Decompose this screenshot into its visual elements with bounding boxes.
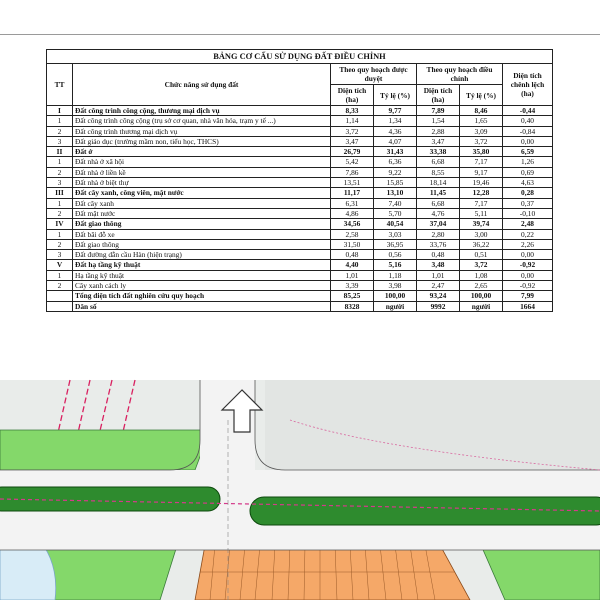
col-header-adjusted-area: Diện tích (ha) [417, 85, 460, 106]
row-adjusted-area: 33,38 [417, 147, 460, 157]
population-approved: 8328 [331, 301, 374, 311]
median-right [250, 497, 600, 525]
population-adjusted-unit: người [460, 301, 503, 311]
row-adjusted-area: 11,45 [417, 188, 460, 198]
row-tt: V [47, 260, 73, 270]
row-function-name: Đất đường dẫn cầu Hàn (hiện trạng) [73, 250, 331, 260]
row-diff: 1,26 [503, 157, 553, 167]
row-tt: 2 [47, 208, 73, 218]
median-left [0, 487, 220, 511]
row-adjusted-area: 6,68 [417, 198, 460, 208]
row-adjusted-ratio: 19,46 [460, 178, 503, 188]
col-header-approved: Theo quy hoạch được duyệt [331, 64, 417, 85]
row-approved-area: 5,42 [331, 157, 374, 167]
col-header-approved-area: Diện tích (ha) [331, 85, 374, 106]
row-diff: -0,92 [503, 260, 553, 270]
row-adjusted-area: 6,68 [417, 157, 460, 167]
row-function-name: Đất nhà ở biệt thự [73, 178, 331, 188]
row-approved-ratio: 5,16 [374, 260, 417, 270]
table-row [47, 167, 553, 177]
table-row [47, 157, 553, 167]
row-adjusted-ratio: 2,65 [460, 281, 503, 291]
table-row-group [47, 219, 553, 229]
table-row-group [47, 106, 553, 116]
land-right-top [265, 380, 600, 470]
row-adjusted-ratio: 35,80 [460, 147, 503, 157]
total-adjusted-ratio: 100,00 [460, 291, 503, 301]
row-function-name: Đất giáo dục (trường mầm non, tiểu học, THCS) [73, 136, 331, 146]
row-tt: 3 [47, 136, 73, 146]
row-approved-ratio: 3,98 [374, 281, 417, 291]
col-header-diff: Diện tích chênh lệch (ha) [503, 64, 553, 106]
row-adjusted-ratio: 5,11 [460, 208, 503, 218]
row-adjusted-area: 8,55 [417, 167, 460, 177]
row-function-name: Đất cây xanh [73, 198, 331, 208]
row-adjusted-area: 2,88 [417, 126, 460, 136]
row-adjusted-area: 18,14 [417, 178, 460, 188]
row-tt: II [47, 147, 73, 157]
row-adjusted-ratio: 12,28 [460, 188, 503, 198]
row-tt: 2 [47, 167, 73, 177]
row-approved-ratio: 31,43 [374, 147, 417, 157]
row-approved-area: 2,58 [331, 229, 374, 239]
table-row [47, 178, 553, 188]
table-row-group [47, 188, 553, 198]
row-diff: 0,00 [503, 250, 553, 260]
row-diff: -0,84 [503, 126, 553, 136]
row-adjusted-ratio: 39,74 [460, 219, 503, 229]
table-row [47, 198, 553, 208]
row-adjusted-ratio: 0,51 [460, 250, 503, 260]
row-adjusted-ratio: 7,17 [460, 198, 503, 208]
total-adjusted-area: 93,24 [417, 291, 460, 301]
row-function-name: Đất nhà ở xã hội [73, 157, 331, 167]
row-adjusted-area: 3,48 [417, 260, 460, 270]
row-adjusted-ratio: 7,17 [460, 157, 503, 167]
row-tt: 3 [47, 250, 73, 260]
row-approved-area: 8,33 [331, 106, 374, 116]
row-adjusted-ratio: 1,65 [460, 116, 503, 126]
row-approved-ratio: 3,03 [374, 229, 417, 239]
row-approved-area: 4,40 [331, 260, 374, 270]
row-function-name: Đất cây xanh, công viên, mặt nước [73, 188, 331, 198]
row-function-name: Hạ tầng kỹ thuật [73, 270, 331, 280]
row-approved-ratio: 36,95 [374, 239, 417, 249]
total-label: Tổng diện tích đất nghiên cứu quy hoạch [73, 291, 331, 301]
row-adjusted-area: 3,47 [417, 136, 460, 146]
row-function-name: Đất mặt nước [73, 208, 331, 218]
row-approved-area: 7,86 [331, 167, 374, 177]
row-tt: 2 [47, 281, 73, 291]
row-function-name: Đất công trình công cộng (trụ sở cơ quan, nhà văn hóa, trạm y tế ...) [73, 116, 331, 126]
row-adjusted-ratio: 3,09 [460, 126, 503, 136]
col-header-tt: TT [47, 64, 73, 106]
row-diff: -0,10 [503, 208, 553, 218]
table-row [47, 126, 553, 136]
row-adjusted-area: 1,54 [417, 116, 460, 126]
row-tt: 1 [47, 157, 73, 167]
row-diff: 0,69 [503, 167, 553, 177]
row-approved-ratio: 15,85 [374, 178, 417, 188]
row-tt: 2 [47, 126, 73, 136]
table-row [47, 239, 553, 249]
row-approved-ratio: 40,54 [374, 219, 417, 229]
table-body [47, 106, 553, 291]
row-tt: III [47, 188, 73, 198]
row-approved-area: 26,79 [331, 147, 374, 157]
row-approved-area: 4,86 [331, 208, 374, 218]
row-function-name: Đất công trình công cộng, thương mại dịch vụ [73, 106, 331, 116]
row-adjusted-ratio: 8,46 [460, 106, 503, 116]
row-approved-ratio: 9,22 [374, 167, 417, 177]
row-diff: 0,22 [503, 229, 553, 239]
row-approved-area: 3,72 [331, 126, 374, 136]
row-approved-ratio: 13,10 [374, 188, 417, 198]
row-approved-area: 34,56 [331, 219, 374, 229]
table-row-group [47, 260, 553, 270]
table-row-group [47, 147, 553, 157]
row-tt: 1 [47, 229, 73, 239]
land-use-table [46, 49, 553, 312]
row-diff: 0,00 [503, 136, 553, 146]
row-adjusted-area: 2,47 [417, 281, 460, 291]
col-header-function: Chức năng sử dụng đất [73, 64, 331, 106]
land-use-table-sheet [46, 49, 552, 312]
row-approved-ratio: 7,40 [374, 198, 417, 208]
row-diff: 0,37 [503, 198, 553, 208]
row-tt: I [47, 106, 73, 116]
table-row [47, 116, 553, 126]
total-diff: 7,99 [503, 291, 553, 301]
table-row [47, 270, 553, 280]
col-header-approved-ratio: Tỷ lệ (%) [374, 85, 417, 106]
table-row-total [47, 291, 553, 301]
row-approved-ratio: 9,77 [374, 106, 417, 116]
row-approved-ratio: 5,70 [374, 208, 417, 218]
table-row [47, 250, 553, 260]
row-adjusted-ratio: 1,08 [460, 270, 503, 280]
row-approved-area: 13,51 [331, 178, 374, 188]
row-function-name: Đất giao thông [73, 239, 331, 249]
row-diff: 2,26 [503, 239, 553, 249]
table-row-population [47, 301, 553, 311]
population-label: Dân số [73, 301, 331, 311]
col-header-adjusted-ratio: Tỷ lệ (%) [460, 85, 503, 106]
row-function-name: Đất nhà ở liền kề [73, 167, 331, 177]
population-diff: 1664 [503, 301, 553, 311]
row-adjusted-area: 4,76 [417, 208, 460, 218]
row-approved-area: 6,31 [331, 198, 374, 208]
row-function-name: Đất giao thông [73, 219, 331, 229]
table-row [47, 281, 553, 291]
row-diff: 0,00 [503, 270, 553, 280]
row-approved-area: 1,01 [331, 270, 374, 280]
row-function-name: Cây xanh cách ly [73, 281, 331, 291]
row-approved-ratio: 6,36 [374, 157, 417, 167]
row-diff: -0,92 [503, 281, 553, 291]
row-adjusted-ratio: 36,22 [460, 239, 503, 249]
row-function-name: Đất công trình thương mại dịch vụ [73, 126, 331, 136]
row-diff: 0,28 [503, 188, 553, 198]
row-approved-ratio: 4,07 [374, 136, 417, 146]
row-diff: -0,44 [503, 106, 553, 116]
row-approved-area: 3,39 [331, 281, 374, 291]
row-tt: 1 [47, 198, 73, 208]
row-approved-ratio: 1,18 [374, 270, 417, 280]
row-adjusted-ratio: 3,00 [460, 229, 503, 239]
total-approved-ratio: 100,00 [374, 291, 417, 301]
green-block-left-top [0, 430, 210, 470]
residential-block [195, 545, 470, 600]
row-approved-ratio: 1,34 [374, 116, 417, 126]
row-approved-area: 11,17 [331, 188, 374, 198]
row-tt: 2 [47, 239, 73, 249]
population-adjusted: 9992 [417, 301, 460, 311]
col-header-adjusted: Theo quy hoạch điều chỉnh [417, 64, 503, 85]
row-adjusted-area: 1,01 [417, 270, 460, 280]
row-approved-area: 0,48 [331, 250, 374, 260]
row-adjusted-area: 37,04 [417, 219, 460, 229]
row-diff: 0,40 [503, 116, 553, 126]
population-approved-unit: người [374, 301, 417, 311]
row-adjusted-ratio: 3,72 [460, 136, 503, 146]
row-approved-ratio: 4,36 [374, 126, 417, 136]
table-row [47, 208, 553, 218]
row-function-name: Đất ở [73, 147, 331, 157]
row-approved-area: 1,14 [331, 116, 374, 126]
table-row [47, 136, 553, 146]
row-tt: IV [47, 219, 73, 229]
row-approved-ratio: 0,56 [374, 250, 417, 260]
row-approved-area: 3,47 [331, 136, 374, 146]
row-tt: 1 [47, 116, 73, 126]
row-adjusted-ratio: 3,72 [460, 260, 503, 270]
row-tt: 3 [47, 178, 73, 188]
row-diff: 2,48 [503, 219, 553, 229]
row-function-name: Đất bãi đỗ xe [73, 229, 331, 239]
row-adjusted-ratio: 9,17 [460, 167, 503, 177]
table-row [47, 229, 553, 239]
row-adjusted-area: 0,48 [417, 250, 460, 260]
table-title: BẢNG CƠ CẤU SỬ DỤNG ĐẤT ĐIỀU CHỈNH [47, 50, 553, 64]
row-approved-area: 31,50 [331, 239, 374, 249]
row-adjusted-area: 33,76 [417, 239, 460, 249]
row-function-name: Đất hạ tầng kỹ thuật [73, 260, 331, 270]
row-diff: 4,63 [503, 178, 553, 188]
row-adjusted-area: 7,89 [417, 106, 460, 116]
row-diff: 6,59 [503, 147, 553, 157]
row-adjusted-area: 2,80 [417, 229, 460, 239]
row-tt: 1 [47, 270, 73, 280]
total-approved-area: 85,25 [331, 291, 374, 301]
